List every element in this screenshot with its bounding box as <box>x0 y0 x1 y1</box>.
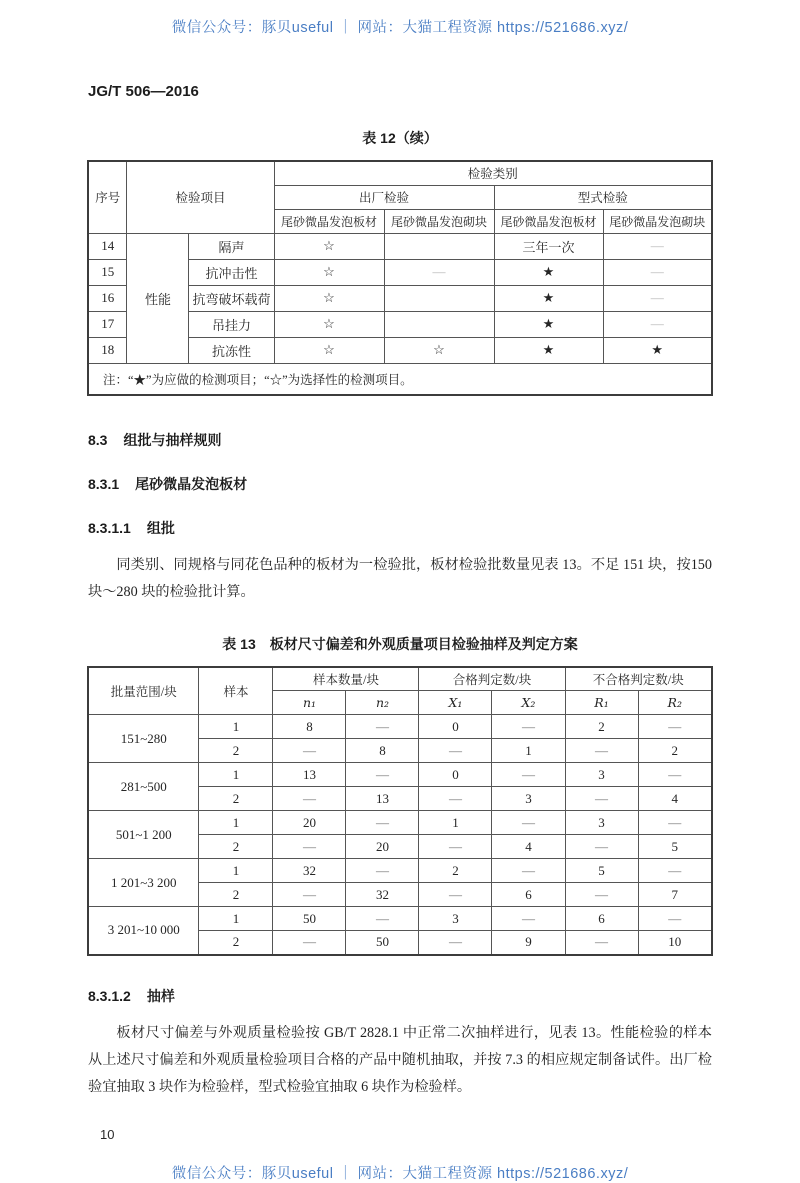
t13-cell: 1 <box>199 907 273 931</box>
t13-cell: — <box>492 907 565 931</box>
section-title: 组批 <box>146 519 175 536</box>
table12-title: 表 12（续） <box>362 130 438 146</box>
t13-header-row-1 <box>88 667 712 691</box>
t13-var-r2: R₂ <box>638 691 712 715</box>
t13-cell: — <box>346 859 419 883</box>
t12-col-item: 检验项目 <box>127 161 274 233</box>
t12-cell <box>384 311 494 337</box>
t13-cell: — <box>565 883 638 907</box>
t13-cell: — <box>638 907 712 931</box>
t12-product-type-board: 尾砂微晶发泡板材 <box>494 209 603 233</box>
t12-product-type-block: 尾砂微晶发泡砌块 <box>603 209 712 233</box>
t13-cell: 2 <box>419 859 492 883</box>
t13-var-r1: R₁ <box>565 691 638 715</box>
t13-cell: 2 <box>199 739 273 763</box>
t13-cell: — <box>419 739 492 763</box>
t13-cell: 20 <box>346 835 419 859</box>
t13-cell: 13 <box>273 763 346 787</box>
t12-cell: ☆ <box>274 259 384 285</box>
section-title: 尾砂微晶发泡板材 <box>135 475 248 492</box>
t13-var-n2: n₂ <box>346 691 419 715</box>
t13-cell: 3 <box>565 811 638 835</box>
t12-cell: 三年一次 <box>494 233 603 259</box>
t13-range: 151~280 <box>88 715 199 763</box>
t13-range: 3 201~10 000 <box>88 907 199 955</box>
t13-row <box>88 715 712 739</box>
t13-cell: 2 <box>199 931 273 955</box>
t12-cell: — <box>384 259 494 285</box>
t12-cell: — <box>603 285 712 311</box>
t13-cell: 2 <box>199 787 273 811</box>
t12-item: 抗弯破坏载荷 <box>189 285 274 311</box>
t12-cell: ★ <box>494 337 603 363</box>
section-number: 8.3.1.2 <box>88 987 131 1004</box>
table-12 <box>87 160 713 396</box>
t13-cell: — <box>638 715 712 739</box>
t13-cell: — <box>273 883 346 907</box>
t12-seq: 16 <box>88 285 127 311</box>
t13-cell: — <box>346 715 419 739</box>
t13-cell: 5 <box>638 835 712 859</box>
t13-cell: — <box>565 787 638 811</box>
doc-number: JG/T 506—2016 <box>88 83 199 100</box>
t13-cell: — <box>638 859 712 883</box>
t13-cell: 8 <box>346 739 419 763</box>
t13-cell: — <box>492 763 565 787</box>
t13-col-reject: 不合格判定数/块 <box>565 667 712 691</box>
t12-seq: 15 <box>88 259 127 285</box>
t13-cell: 4 <box>492 835 565 859</box>
t13-row <box>88 859 712 883</box>
t13-cell: 8 <box>273 715 346 739</box>
t12-cell: — <box>603 233 712 259</box>
t13-cell: — <box>419 931 492 955</box>
table13-title: 表 13 板材尺寸偏差和外观质量项目检验抽样及判定方案 <box>222 635 578 652</box>
section-number: 8.3.1.1 <box>88 519 131 536</box>
t13-var-x2: X₂ <box>492 691 565 715</box>
t12-cell: ★ <box>603 337 712 363</box>
t12-cell: ★ <box>494 285 603 311</box>
t13-cell: — <box>419 835 492 859</box>
t12-cell <box>384 233 494 259</box>
t12-item: 吊挂力 <box>189 311 274 337</box>
t13-cell: 1 <box>199 763 273 787</box>
t13-cell: 4 <box>638 787 712 811</box>
section-8-3-1-1 <box>88 518 712 538</box>
t12-cell: ☆ <box>274 233 384 259</box>
t12-item: 抗冻性 <box>189 337 274 363</box>
t13-cell: 13 <box>346 787 419 811</box>
t13-col-sample-qty: 样本数量/块 <box>273 667 419 691</box>
t12-col-type: 型式检验 <box>494 185 712 209</box>
t13-range: 501~1 200 <box>88 811 199 859</box>
t13-cell: — <box>346 811 419 835</box>
t13-cell: 3 <box>565 763 638 787</box>
t13-cell: 0 <box>419 763 492 787</box>
table-13 <box>87 666 713 956</box>
t13-cell: 10 <box>638 931 712 955</box>
t12-row-14 <box>88 233 712 259</box>
t13-cell: 50 <box>273 907 346 931</box>
t13-cell: — <box>638 763 712 787</box>
t12-note-row <box>88 363 712 395</box>
t13-cell: — <box>419 883 492 907</box>
t12-note: 注：“★”为应做的检测项目；“☆”为选择性的检测项目。 <box>88 363 712 395</box>
t13-cell: 32 <box>273 859 346 883</box>
section-8-3-1-2 <box>88 986 712 1006</box>
section-title: 抽样 <box>146 987 175 1004</box>
t12-col-factory: 出厂检验 <box>274 185 494 209</box>
t12-col-category: 检验类别 <box>274 161 712 185</box>
section-number: 8.3.1 <box>88 475 120 492</box>
t12-seq: 17 <box>88 311 127 337</box>
t12-item: 抗冲击性 <box>189 259 274 285</box>
t13-cell: 6 <box>492 883 565 907</box>
t13-cell: 1 <box>199 811 273 835</box>
t13-cell: 1 <box>492 739 565 763</box>
t12-item: 隔声 <box>189 233 274 259</box>
t13-cell: 32 <box>346 883 419 907</box>
t13-var-n1: n₁ <box>273 691 346 715</box>
t12-cell: ☆ <box>274 285 384 311</box>
t12-cell: ☆ <box>274 337 384 363</box>
section-8-3-1 <box>88 474 712 494</box>
t13-col-sample: 样本 <box>199 667 273 715</box>
t13-var-x1: X₁ <box>419 691 492 715</box>
t13-cell: 2 <box>565 715 638 739</box>
t13-row <box>88 763 712 787</box>
t13-cell: 6 <box>565 907 638 931</box>
t13-cell: 50 <box>346 931 419 955</box>
section-number: 8.3 <box>88 431 108 448</box>
t13-cell: — <box>273 787 346 811</box>
t13-cell: 2 <box>199 883 273 907</box>
t13-cell: — <box>492 715 565 739</box>
t13-col-range: 批量范围/块 <box>88 667 199 715</box>
t12-cell: ★ <box>494 311 603 337</box>
t13-cell: — <box>346 907 419 931</box>
t13-range: 281~500 <box>88 763 199 811</box>
t12-product-factory-block: 尾砂微晶发泡砌块 <box>384 209 494 233</box>
t13-cell: — <box>273 739 346 763</box>
t12-seq: 18 <box>88 337 127 363</box>
t13-cell: 1 <box>419 811 492 835</box>
t13-cell: — <box>419 787 492 811</box>
t13-cell: — <box>565 835 638 859</box>
t12-cell <box>384 285 494 311</box>
t12-cell: — <box>603 311 712 337</box>
t13-cell: 20 <box>273 811 346 835</box>
t13-cell: — <box>273 931 346 955</box>
t13-cell: 1 <box>199 715 273 739</box>
t13-cell: 3 <box>492 787 565 811</box>
t12-cell: — <box>603 259 712 285</box>
paragraph-chouyang: 板材尺寸偏差与外观质量检验按 GB/T 2828.1 中正常二次抽样进行，见表 13。性能检验的样本从上述尺寸偏差和外观质量检验项目合格的产品中随机抽取，并按 7.3 的相应规定制备试件。出厂检验宜抽取 3 块作为检验样，型式检验宜抽取 6 块作为检验样。 <box>88 1024 712 1095</box>
t13-range: 1 201~3 200 <box>88 859 199 907</box>
t12-header-row-1 <box>88 161 712 185</box>
t13-cell: — <box>273 835 346 859</box>
t13-cell: — <box>346 763 419 787</box>
t13-col-accept: 合格判定数/块 <box>419 667 565 691</box>
section-8-3 <box>88 430 712 450</box>
t13-cell: — <box>565 931 638 955</box>
t13-cell: — <box>492 859 565 883</box>
t12-cell: ☆ <box>384 337 494 363</box>
page-number: 10 <box>100 1126 115 1142</box>
t13-cell: 7 <box>638 883 712 907</box>
t12-cell: ★ <box>494 259 603 285</box>
t13-cell: — <box>565 739 638 763</box>
t13-cell: — <box>638 811 712 835</box>
t12-cell: ☆ <box>274 311 384 337</box>
t13-cell: 5 <box>565 859 638 883</box>
paragraph-zupi: 同类别、同规格与同花色品种的板材为一检验批，板材检验批数量见表 13。不足 151 块，按150 块～280 块的检验批计算。 <box>88 556 712 600</box>
watermark-bottom: 微信公众号：豚贝useful ｜ 网站：大猫工程资源 https://521686.xyz/ <box>171 1165 629 1182</box>
t12-col-seq: 序号 <box>88 161 127 233</box>
t13-cell: 0 <box>419 715 492 739</box>
t13-cell: 1 <box>199 859 273 883</box>
t12-product-factory-board: 尾砂微晶发泡板材 <box>274 209 384 233</box>
t13-cell: 3 <box>419 907 492 931</box>
watermark-top: 微信公众号：豚贝useful ｜ 网站：大猫工程资源 https://521686.xyz/ <box>171 20 629 36</box>
t13-row <box>88 811 712 835</box>
t13-cell: 9 <box>492 931 565 955</box>
t13-cell: — <box>492 811 565 835</box>
t13-cell: 2 <box>199 835 273 859</box>
t13-cell: 2 <box>638 739 712 763</box>
t12-group-label: 性能 <box>127 233 189 363</box>
t12-seq: 14 <box>88 233 127 259</box>
section-title: 组批与抽样规则 <box>123 431 222 448</box>
t13-row <box>88 907 712 931</box>
